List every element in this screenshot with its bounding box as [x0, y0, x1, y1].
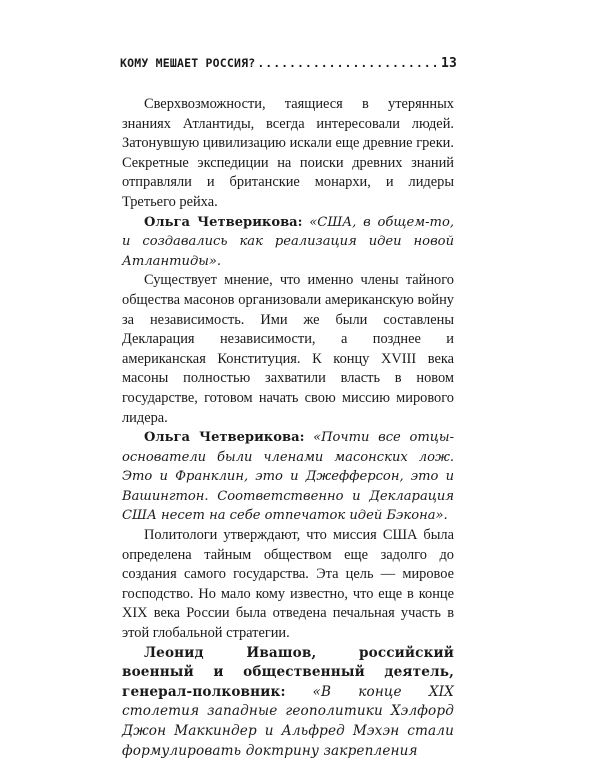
quote-text: «В конце XIX столетия западные геополитики Хэлфорд Джон Маккиндер и Альфред Мэхэн стали формулировать доктрину закрепления [122, 683, 454, 759]
running-head-title: КОМУ МЕШАЕТ РОССИЯ? [120, 56, 256, 70]
quote-speaker: Леонид Ивашов, российский военный и общественный деятель, генерал-полковник: [122, 644, 454, 700]
page-number: 13 [440, 56, 457, 71]
running-head-leader-dots [257, 56, 437, 70]
quote-ivashov [122, 644, 454, 761]
quote-text: «США, в общем-то, и создавались как реализация идеи новой Атлантиды». [122, 214, 454, 269]
paragraph-political-scientists: Политологи утверждают, что миссия США была определена тайным обществом еще задолго до создания самого государства. Эта цель — мировое господство. Но мало кому известно, что еще в конце XIX века России была отведена печальная участь в этой глобальной стратегии. [122, 527, 454, 642]
quote-speaker: Ольга Четверикова: [144, 430, 305, 446]
running-head [120, 56, 457, 74]
quote-speaker: Ольга Четверикова: [144, 214, 303, 230]
quote-chetverikova-1 [122, 213, 454, 272]
paragraph-atlantis: Сверхвозможности, таящиеся в утерянных знаниях Атлантиды, всегда интересовали людей. Затонувшую цивилизацию искали еще древние греки. Секретные экспедиции на поиски древних знаний отправляли и британские монархи, и лидеры Третьего рейха. [122, 96, 454, 210]
paragraph-masons: Существует мнение, что именно члены тайного общества масонов организовали американскую войну за независимость. Ими же были составлены Декларация независимости, а позднее и американская Конституция. К концу XVIII века масоны полностью захватили власть в новом государстве, готовом начать свою миссию мирового лидера. [122, 272, 454, 426]
quote-chetverikova-2 [122, 428, 454, 526]
body-text [122, 95, 454, 761]
quote-text: «Почти все отцы-основатели были членами масонских лож. Это и Франклин, это и Джефферсон, это и Вашингтон. Соответственно и Декларация США несет на себе отпечаток идей Бэкона». [122, 430, 454, 524]
